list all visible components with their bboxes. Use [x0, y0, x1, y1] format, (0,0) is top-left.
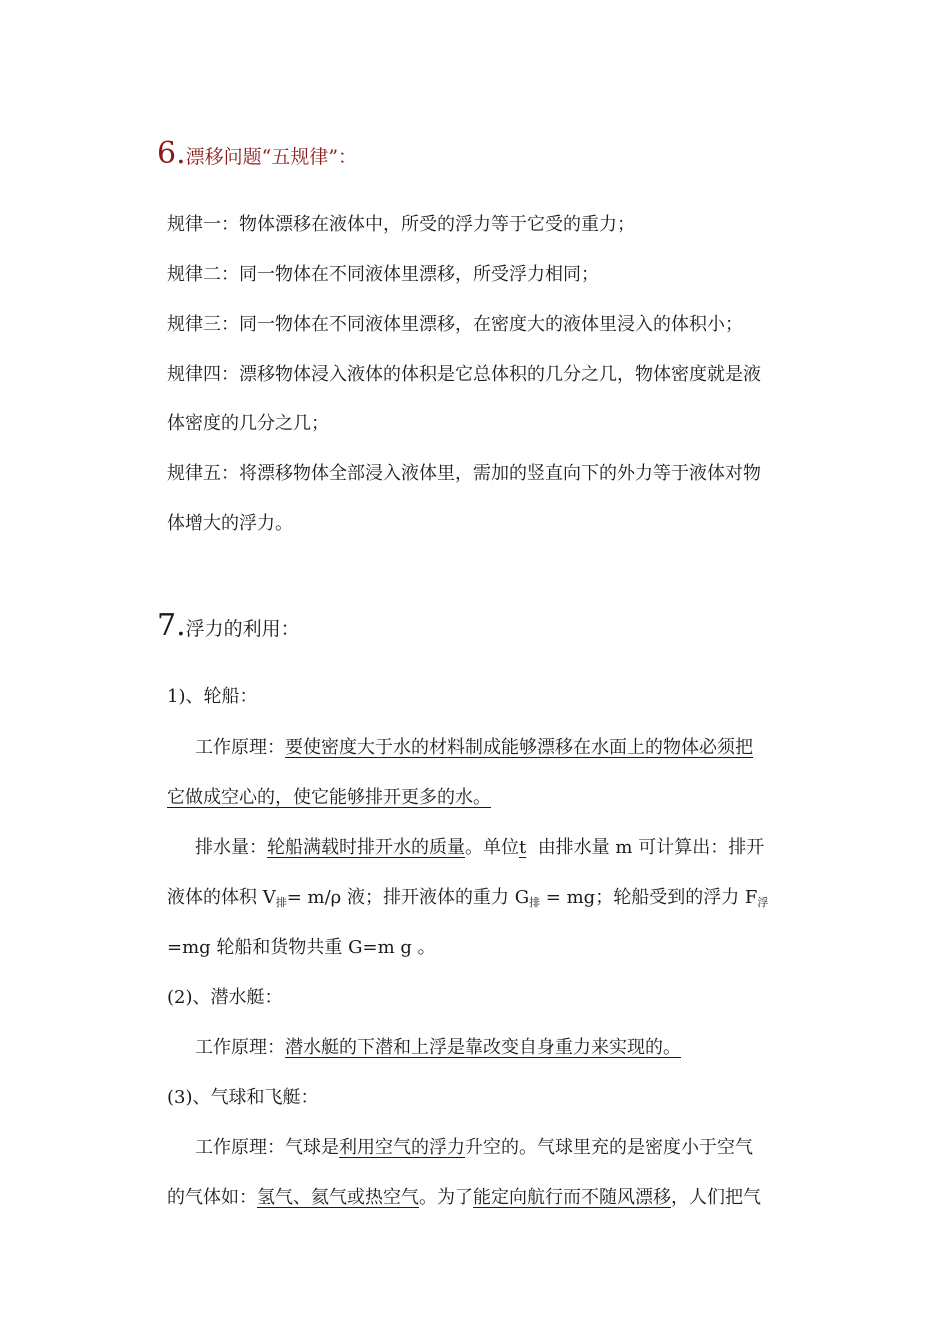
- rule-4-line-1: 规律四：漂移物体浸入液体的体积是它总体积的几分之几，物体密度就是液: [167, 364, 761, 385]
- rule-2: 规律二：同一物体在不同液体里漂移，所受浮力相同；: [167, 264, 599, 285]
- submarine-heading: (2)、潜水艇：: [167, 987, 283, 1008]
- section-6-number: 6.: [157, 136, 186, 171]
- formula-volume: 液体的体积 V: [167, 887, 276, 908]
- balloon-text-4: 的气体如：: [167, 1187, 257, 1208]
- subscript-pai-1: 排: [275, 896, 287, 909]
- rule-5-line-1: 规律五：将漂移物体全部浸入液体里，需加的竖直向下的外力等于液体对物: [167, 463, 761, 484]
- balloon-text-8: ，人们把气: [671, 1187, 761, 1208]
- balloon-heading: (3)、气球和飞艇：: [167, 1087, 319, 1108]
- displacement-line: [195, 835, 764, 861]
- displacement-label: 排水量：: [195, 837, 267, 858]
- subscript-fu: 浮: [757, 896, 769, 909]
- submarine-principle-line: [195, 1035, 681, 1061]
- ship-principle-line-2: [167, 785, 491, 811]
- ship-principle-label: 工作原理：: [195, 737, 285, 758]
- balloon-text-2: 利用空气的浮力: [339, 1137, 465, 1158]
- section-7-title: 浮力的利用：: [185, 618, 300, 640]
- balloon-principle-label: 工作原理：: [195, 1137, 285, 1158]
- balloon-text-7: 能定向航行而不随风漂移: [473, 1187, 671, 1208]
- subscript-pai-2: 排: [529, 896, 541, 909]
- balloon-principle-line-1: [195, 1135, 753, 1161]
- formula-line-1: [167, 885, 768, 916]
- ship-heading: 1)、轮船：: [167, 686, 258, 707]
- rule-5-line-2: 体增大的浮力。: [167, 513, 293, 534]
- section-6-heading: [157, 137, 357, 175]
- displacement-unit-label: 。单位: [465, 837, 519, 858]
- ship-principle-text-1: 要使密度大于水的材料制成能够漂移在水面上的物体必须把: [285, 737, 753, 758]
- balloon-text-6: 。为了: [419, 1187, 473, 1208]
- ship-principle-line-1: [195, 735, 753, 761]
- displacement-definition: 轮船满载时排开水的质量: [267, 837, 465, 858]
- rule-4-line-2: 体密度的几分之几；: [167, 413, 329, 434]
- formula-line-2: =mg 轮船和货物共重 G=m g 。: [167, 937, 436, 958]
- displacement-unit: t: [519, 837, 527, 858]
- section-6-title: 漂移问题“五规律”：: [185, 146, 358, 168]
- balloon-principle-line-2: [167, 1185, 761, 1211]
- rule-1: 规律一：物体漂移在液体中，所受的浮力等于它受的重力；: [167, 214, 635, 235]
- submarine-principle-text: 潜水艇的下潜和上浮是靠改变自身重力来实现的。: [285, 1037, 681, 1058]
- balloon-text-3: 升空的。气球里充的是密度小于空气: [465, 1137, 753, 1158]
- formula-buoyancy: = mg；轮船受到的浮力 F: [540, 887, 758, 908]
- balloon-text-5: 氢气、氦气或热空气: [257, 1187, 419, 1208]
- balloon-text-1: 气球是: [285, 1137, 339, 1158]
- submarine-principle-label: 工作原理：: [195, 1037, 285, 1058]
- section-7-heading: [157, 609, 300, 647]
- ship-principle-text-2: 它做成空心的，使它能够排开更多的水。: [167, 787, 491, 808]
- rule-3: 规律三：同一物体在不同液体里漂移，在密度大的液体里浸入的体积小；: [167, 314, 743, 335]
- formula-weight: = m/ρ 液；排开液体的重力 G: [286, 887, 530, 908]
- displacement-rest: 由排水量 m 可计算出：排开: [537, 837, 765, 858]
- section-7-number: 7.: [157, 608, 186, 643]
